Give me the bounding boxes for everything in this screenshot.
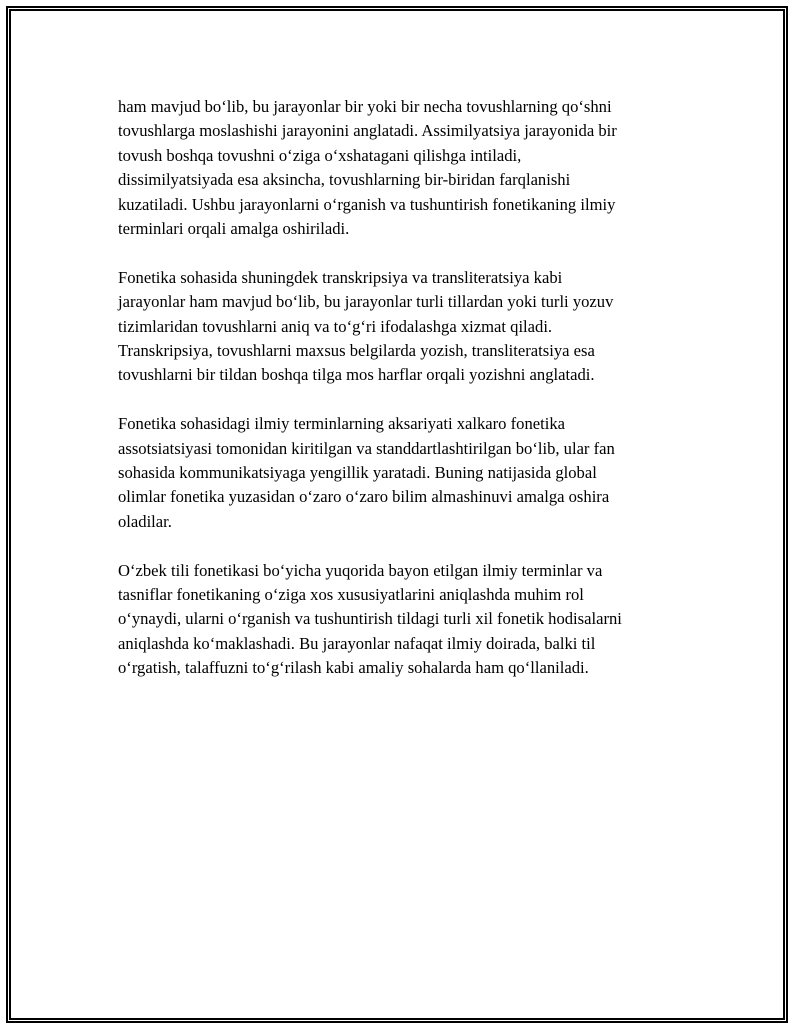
paragraph-4: Oʻzbek tili fonetikasi boʻyicha yuqorida bayon etilgan ilmiy terminlar va tasniflar fonetikaning oʻziga xos xususiyatlarini aniqlashda muhim rol oʻynaydi, ularni oʻrganish va tushuntirish tildagi turli xil fonetik hodisalarni aniqlashda koʻmaklashadi. Bu jarayonlar nafaqat ilmiy doirada, balki til oʻrgatish, talaffuzni toʻgʻrilash kabi amaliy sohalarda ham qoʻllaniladi. — [118, 560, 622, 678]
paragraph-3: Fonetika sohasidagi ilmiy terminlarning aksariyati xalkaro fonetika assotsiatsiyasi tomonidan kiritilgan va standdartlashtirilgan boʻlib, ular fan sohasida kommunikatsiyaga yengillik yaratadi. Buning natijasida global olimlar fonetika yuzasidan oʻzaro oʻzaro bilim almashinuvi amalga oshira oladilar. — [118, 414, 615, 531]
document-body — [118, 95, 698, 705]
paragraph-2: Fonetika sohasida shuningdek transkripsiya va transliteratsiya kabi jarayonlar ham mavjud boʻlib, bu jarayonlar turli tillardan yoki turli yozuv tizimlaridan tovushlarni aniq va toʻgʻri ifodalashga xizmat qiladi. Transkripsiya, tovushlarni maxsus belgilarda yozish, transliteratsiya esa tovushlarni bir tildan boshqa tilga mos harflar orqali yozishni anglatadi. — [118, 267, 614, 385]
paragraph-1: ham mavjud boʻlib, bu jarayonlar bir yoki bir necha tovushlarning qoʻshni tovushlarga moslashishi jarayonini anglatadi. Assimilyatsiya jarayonida bir tovush boshqa tovushni oʻziga oʻxshatagani qilishga intiladi, dissimilyatsiyada esa aksincha, tovushlarning bir-biridan farqlanishi kuzatiladi. Ushbu jarayonlarni oʻrganish va tushuntirish fonetikaning ilmiy terminlari orqali amalga oshiriladi. — [118, 97, 617, 239]
